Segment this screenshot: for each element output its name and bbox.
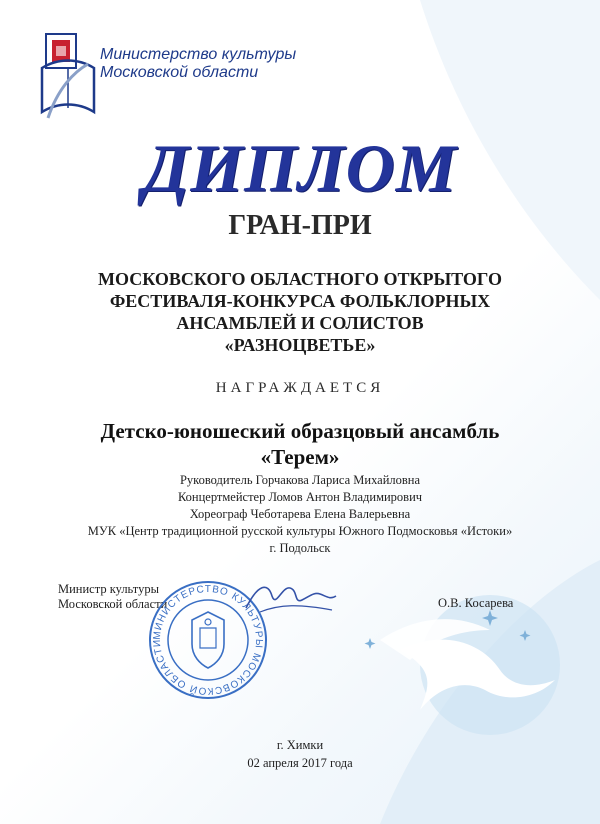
bird-emblem-icon <box>340 590 570 740</box>
people-list <box>0 472 600 557</box>
issue-date: 02 апреля 2017 года <box>247 756 353 770</box>
choreographer-line: Хореограф Чеботарева Елена Валерьевна <box>189 507 411 521</box>
festival-line2: ФЕСТИВАЛЯ-КОНКУРСА ФОЛЬКЛОРНЫХ <box>109 291 491 311</box>
awarded-label: НАГРАЖДАЕТСЯ <box>215 380 385 396</box>
diploma-title: ДИПЛОМ <box>142 130 458 206</box>
signature-icon <box>240 574 340 618</box>
leader-line: Руководитель Горчакова Лариса Михайловна <box>179 473 421 487</box>
festival-line4: «РАЗНОЦВЕТЬЕ» <box>224 335 376 355</box>
minister-label-line2: Московской области <box>58 597 168 611</box>
concertmaster-line: Концертмейстер Ломов Антон Владимирович <box>177 490 423 504</box>
ministry-name-line1: Министерство культуры <box>100 46 297 63</box>
festival-line3: АНСАМБЛЕЙ И СОЛИСТОВ <box>176 313 424 333</box>
ensemble-line2: «Терем» <box>260 445 340 469</box>
festival-line1: МОСКОВСКОГО ОБЛАСТНОГО ОТКРЫТОГО <box>98 269 502 289</box>
minister-name: О.В. Косарева <box>438 596 514 610</box>
ministry-name-line2: Московской области <box>100 64 259 81</box>
festival-name <box>50 268 550 356</box>
ensemble-line1: Детско-юношеский образцовый ансамбль <box>100 419 500 443</box>
city-line: г. Подольск <box>269 541 331 555</box>
institution-line: МУК «Центр традиционной русской культуры Южного Подмосковья «Истоки» <box>87 524 513 538</box>
ministry-name <box>100 46 350 82</box>
issue-place: г. Химки <box>276 738 324 752</box>
seal-text: МИНИСТЕРСТВО КУЛЬТУРЫ МОСКОВСКОЙ ОБЛАСТИ <box>151 583 265 697</box>
minister-label-line1: Министр культуры <box>58 582 159 596</box>
diploma-subtitle: ГРАН-ПРИ <box>228 210 372 241</box>
ensemble-name <box>0 418 600 470</box>
